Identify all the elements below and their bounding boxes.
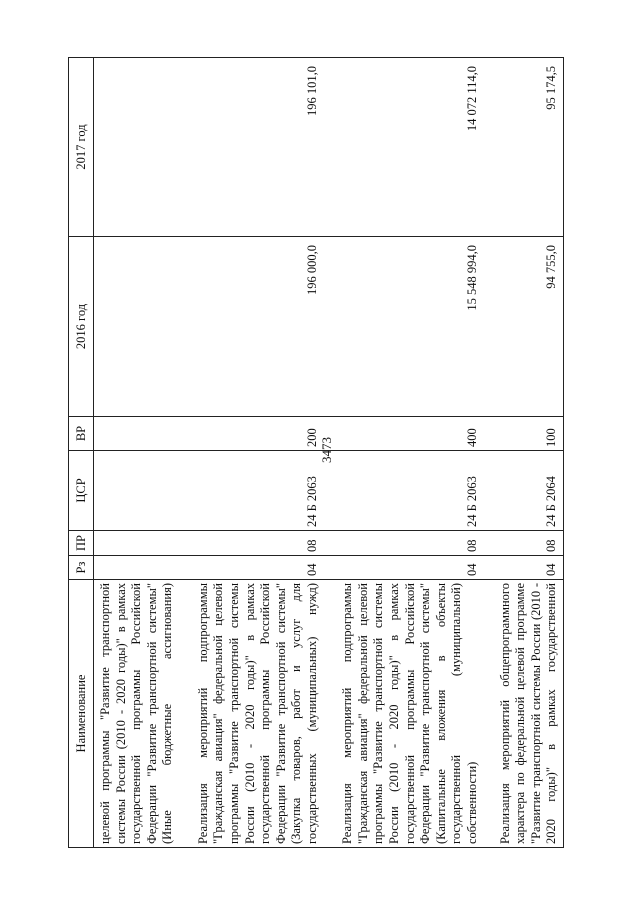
- row-pr: 08: [484, 531, 564, 556]
- col-header-2017: 2017 год: [69, 58, 94, 237]
- row-2017: 95 174,5: [484, 58, 564, 237]
- row-pr: 08: [324, 531, 484, 556]
- table-row: [484, 58, 564, 848]
- row-name: Реализация мероприятий общепрограммного характера по федеральной целевой программе "Развитие транспортной системы России (2010 - 2020 годы)" в рамках государственной: [484, 580, 564, 848]
- budget-table: [68, 57, 564, 848]
- col-header-pr: ПР: [69, 531, 94, 556]
- budget-table-page: [68, 58, 603, 848]
- row-vr: [94, 417, 189, 451]
- row-rz: 04: [324, 556, 484, 580]
- row-name: целевой программы "Развитие транспортной системы России (2010 - 2020 годы)" в рамках государственной программы Российской Федерации "Развитие транспортной системы" (Иные бюджетные ассигнования): [94, 580, 189, 848]
- row-csr: 24 Б 2063: [324, 451, 484, 531]
- row-vr: 100: [484, 417, 564, 451]
- row-2016: 15 548 994,0: [324, 237, 484, 417]
- row-2017: 196 101,0: [189, 58, 324, 237]
- row-csr: 24 Б 2063: [189, 451, 324, 531]
- row-rz: 04: [189, 556, 324, 580]
- table-header-row: [69, 58, 94, 848]
- col-header-rz: Рз: [69, 556, 94, 580]
- row-vr: 400: [324, 417, 484, 451]
- col-header-2016: 2016 год: [69, 237, 94, 417]
- row-2017: 14 072 114,0: [324, 58, 484, 237]
- page-number: 3473: [319, 437, 334, 463]
- row-csr: 24 Б 2064: [484, 451, 564, 531]
- row-vr: 200: [189, 417, 324, 451]
- col-header-name: Наименование: [69, 580, 94, 848]
- row-name: Реализация мероприятий подпрограммы "Гражданская авиация" федеральной целевой программы "Развитие транспортной системы России (2010 - 2020 годы)" в рамках государственной программы Российской Федерации "Развитие транспортной системы" (Капитальные вложения в объекты государственной (муниципальной) собственности): [324, 580, 484, 848]
- row-name: Реализация мероприятий подпрограммы "Гражданская авиация" федеральной целевой программы "Развитие транспортной системы России (2010 - 2020 годы)" в рамках государственной программы Российской Федерации "Развитие транспортной системы" (Закупка товаров, работ и услуг для государственных (муниципальных) нужд): [189, 580, 324, 848]
- row-2016: [94, 237, 189, 417]
- row-2016: 196 000,0: [189, 237, 324, 417]
- table-row: [94, 58, 189, 848]
- table-row: [189, 58, 324, 848]
- row-csr: [94, 451, 189, 531]
- table-row: [324, 58, 484, 848]
- row-rz: 04: [484, 556, 564, 580]
- row-2016: 94 755,0: [484, 237, 564, 417]
- row-2017: [94, 58, 189, 237]
- col-header-vr: ВР: [69, 417, 94, 451]
- col-header-csr: ЦСР: [69, 451, 94, 531]
- row-pr: 08: [189, 531, 324, 556]
- row-pr: [94, 531, 189, 556]
- row-rz: [94, 556, 189, 580]
